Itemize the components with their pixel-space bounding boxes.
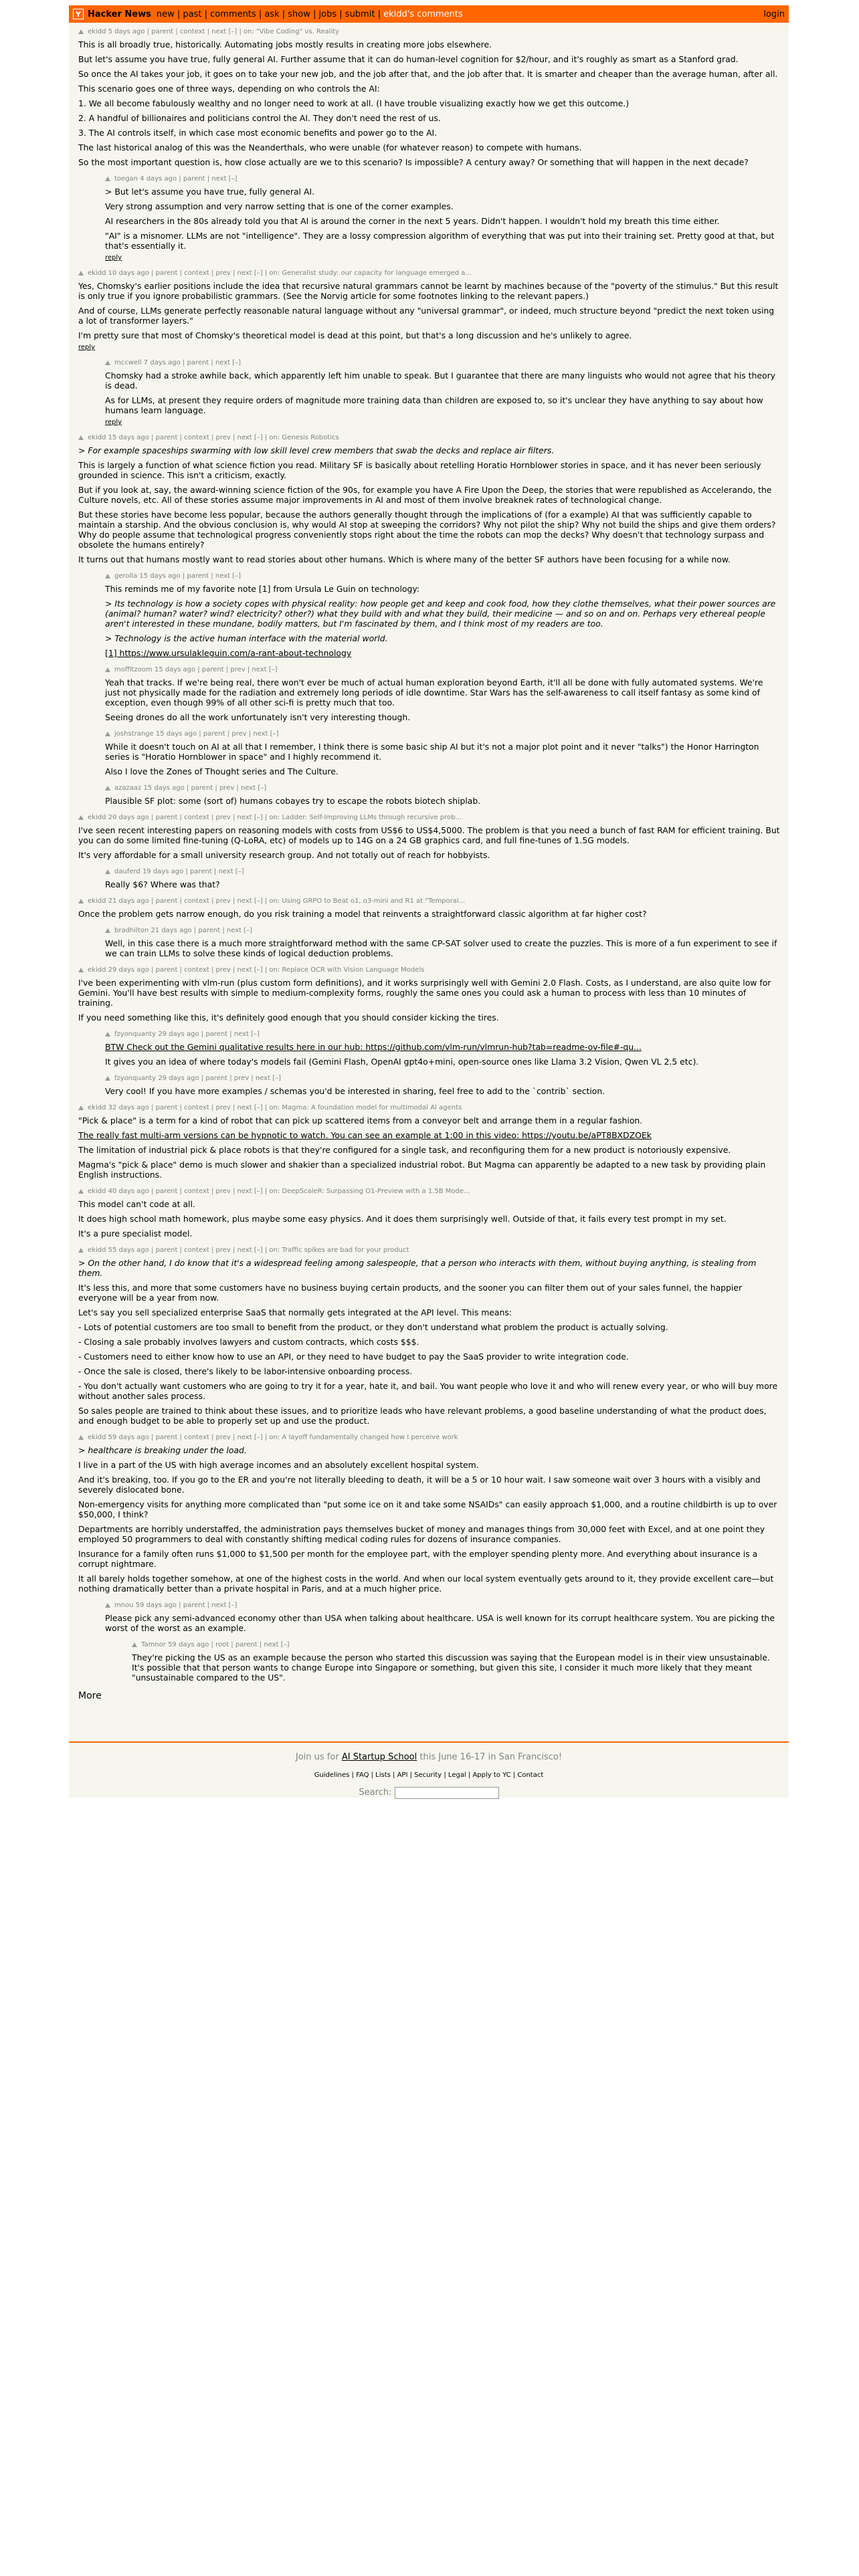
comment-header — [78, 966, 781, 974]
footer — [69, 1741, 789, 1799]
comment-paragraph: It turns out that humans mostly want to read stories about other humans. Which is where many of the better SF authors have been focusing for a while now. — [78, 554, 731, 564]
search-box — [69, 1787, 789, 1799]
comment-paragraph: Plausible SF plot: some (sort of) humans cobayes try to escape the robots biotech shiplab. — [105, 796, 481, 806]
upvote-arrow-icon[interactable] — [105, 667, 110, 672]
comment-paragraph: The limitation of industrial pick & place robots is that they're configured for a single task, and reconfiguring them for a new product is notoriously expensive. — [78, 1145, 731, 1155]
nav-links: new | past | comments | ask | show | jobs | submit | ekidd's comments — [156, 9, 463, 19]
comment-header — [78, 270, 781, 277]
comment — [105, 359, 781, 426]
upvote-arrow-icon[interactable] — [105, 1032, 110, 1037]
comment-meta[interactable]: ekidd 59 days ago | parent | context | prev | next [–] | on: A layoff fundamentally changed how I perceive work — [88, 1434, 458, 1441]
comment-paragraph: 1. We all become fabulously wealthy and no longer need to work at all. (I have trouble visualizing exactly how we get this outcome.) — [78, 98, 630, 108]
comment — [78, 1104, 781, 1180]
upvote-arrow-icon[interactable] — [78, 29, 84, 34]
upvote-arrow-icon[interactable] — [78, 968, 84, 972]
comment-paragraph: Really $6? Where was that? — [105, 879, 220, 889]
comment-text — [105, 938, 781, 958]
nav-show[interactable]: show — [288, 9, 310, 19]
comment-paragraph: - You don't actually want customers who are going to try it for a year, hate it, and bail. You want people who love it and who will renew every year, or who will buy more without another sales process. — [78, 1381, 778, 1401]
comment-meta[interactable]: gerolla 15 days ago | parent | next [–] — [114, 572, 242, 580]
comment — [78, 814, 781, 860]
comment-paragraph: Very strong assumption and very narrow setting that is one of the corner examples. — [105, 201, 454, 211]
comment — [105, 1031, 781, 1067]
comment-text — [105, 796, 781, 806]
upvote-arrow-icon[interactable] — [105, 732, 110, 736]
upvote-arrow-icon[interactable] — [78, 1105, 84, 1110]
comment-paragraph: > On the other hand, I do know that it's a widespread feeling among salespeople, that a person who interacts with them, without buying anything, is stealing from them. — [78, 1258, 757, 1278]
comment — [105, 730, 781, 776]
comment-text — [105, 187, 781, 251]
comment — [105, 784, 781, 806]
search-label: Search: — [359, 1788, 392, 1798]
comment-paragraph: - Customers need to either know how to use an API, or they need to have budget to pay the SaaS provider to write integration code. — [78, 1352, 629, 1362]
upvote-arrow-icon[interactable] — [78, 1248, 84, 1253]
comment-paragraph: The really fast multi-arm versions can be hypnotic to watch. You can see an example at 1:00 in this video: https://youtu.be/aPT8BXDZOEk — [78, 1130, 652, 1140]
upvote-arrow-icon[interactable] — [105, 1603, 110, 1608]
comment — [105, 175, 781, 261]
comment — [105, 868, 781, 889]
comment-meta[interactable]: ekidd 10 days ago | parent | context | prev | next [–] | on: Generalist study: our capacity for language emerged a... — [88, 270, 472, 277]
comment-paragraph: 3. The AI controls itself, in which case most economic benefits and power go to the AI. — [78, 128, 438, 138]
y-logo-icon[interactable]: Y — [73, 9, 84, 19]
reply-link[interactable]: reply — [78, 344, 96, 351]
comment-paragraph: - Once the sale is closed, there's likely to be labor-intensive onboarding process. — [78, 1366, 413, 1376]
comment-text — [78, 1445, 781, 1594]
upvote-arrow-icon[interactable] — [105, 869, 110, 874]
upvote-arrow-icon[interactable] — [78, 271, 84, 276]
comment-paragraph: > For example spaceships swarming with low skill level crew members that swab the decks and replace air filters. — [78, 445, 555, 455]
comment-paragraph: > healthcare is breaking under the load. — [78, 1445, 247, 1455]
comment-text — [78, 1199, 781, 1239]
comment-text — [105, 742, 781, 776]
comment-meta[interactable]: dauferd 19 days ago | parent | next [–] — [114, 868, 244, 875]
comment-meta[interactable]: joshstrange 15 days ago | parent | prev | next [–] — [114, 730, 279, 738]
comment-paragraph: Once the problem gets narrow enough, do you risk training a model that reinvents a straightforward classic algorithm at far higher cost? — [78, 909, 647, 919]
comment-header — [105, 359, 781, 366]
upvote-arrow-icon[interactable] — [105, 360, 110, 365]
comment-meta[interactable]: ekidd 20 days ago | parent | context | prev | next [–] | on: Ladder: Self-Improving LLMs through recursive prob... — [88, 814, 462, 821]
comment-text — [105, 1042, 781, 1067]
comment-paragraph: As for LLMs, at present they require orders of magnitude more training data than children are exposed to, so it's unclear they have anything to say about how humans learn language. — [105, 395, 763, 415]
comment — [78, 897, 781, 919]
comment-paragraph: But let's assume you have true, fully general AI. Further assume that it can do human-level cognition for $2/hour, and it's roughly as smart as a Stanford grad. — [78, 54, 739, 64]
comment-header — [78, 434, 781, 441]
comment-meta[interactable]: Tamnor 59 days ago | root | parent | next [–] — [141, 1641, 290, 1648]
comment-meta[interactable]: moffitzoom 15 days ago | parent | prev | next [–] — [114, 666, 278, 673]
comment-paragraph: This scenario goes one of three ways, depending on who controls the AI: — [78, 84, 380, 94]
comment-header — [78, 814, 781, 821]
comment-meta[interactable]: mccwell 7 days ago | parent | next [–] — [114, 359, 242, 366]
comment-paragraph: Chomsky had a stroke awhile back, which apparently left him unable to speak. But I guarantee that there are many linguists who would not agree that his theory is dead. — [105, 370, 775, 391]
comment-paragraph: Departments are horribly understaffed, the administration pays themselves bucket of money and manages things from 30,000 feet with Excel, and at one point they employed 50 programmers to deal with constantly shifting medical coding rules for dozens of insurance companies. — [78, 1524, 765, 1544]
comment-paragraph: This is largely a function of what science fiction you read. Military SF is basically about retelling Horatio Hornblower stories in space, and it has never been seriously grounded in science. This isn't a criticism, exactly. — [78, 460, 761, 480]
comment-header — [78, 1247, 781, 1254]
comment — [78, 434, 781, 564]
comment-text — [105, 677, 781, 722]
comment-paragraph: Yeah that tracks. If we're being real, there won't ever be much of actual human exploration beyond Earth, it'll all be done with fully automated systems. We're just not physically made for the radiation and extremely long periods of idle downtime. Star Wars has the self-awareness to call itself fantasy as some kind of exception, even though 99% of all other sci-fi is pretty much that too. — [105, 677, 763, 708]
comment — [78, 28, 781, 167]
comment-meta[interactable]: azazaaz 15 days ago | parent | prev | next [–] — [114, 784, 267, 792]
comment-meta[interactable]: ekidd 21 days ago | parent | context | prev | next [–] | on: Using GRPO to Beat o1, o3-mini and R1 at "Temporal... — [88, 897, 466, 905]
comment-meta[interactable]: bradhilton 21 days ago | parent | next [–] — [114, 927, 253, 934]
comment-paragraph: The last historical analog of this was the Neanderthals, who were unable (for whatever reason) to compete with humans. — [78, 142, 582, 152]
comment-header — [105, 927, 781, 934]
comment-header — [78, 1434, 781, 1441]
top-bar — [69, 5, 789, 23]
upvote-arrow-icon[interactable] — [78, 815, 84, 820]
comment-paragraph: They're picking the US as an example because the person who started this discussion was saying that the European model is in their view unsustainable. It's possible that that person wants to change Europe into Singapore or something, but given this site, I consider it much more likely that they meant "unsustainable compared to the US". — [132, 1652, 770, 1683]
more-link[interactable]: More — [78, 1691, 102, 1701]
comment-paragraph: I'm pretty sure that most of Chomsky's theoretical model is dead at this point, but that's a long discussion and he's unlikely to agree. — [78, 330, 632, 340]
comment-paragraph: [1] https://www.ursulakleguin.com/a-rant-about-technology — [105, 648, 352, 658]
comment-paragraph: Well, in this case there is a much more straightforward method with the same CP-SAT solver used to create the puzzles. This is more of a fun experiment to see if we can train LLMs to solve these kinds of logical deduction problems. — [105, 938, 777, 958]
comment-paragraph: It's a pure specialist model. — [78, 1228, 193, 1239]
comment-header — [105, 572, 781, 580]
comment-text — [78, 1115, 781, 1180]
comment-meta[interactable]: toegan 4 days ago | parent | next [–] — [114, 175, 237, 183]
yc-text-pre: Join us for — [295, 1752, 339, 1762]
comment-header — [78, 1104, 781, 1111]
upvote-arrow-icon[interactable] — [78, 1189, 84, 1194]
footer-links[interactable]: Guidelines | FAQ | Lists | API | Security | Legal | Apply to YC | Contact — [314, 1772, 544, 1779]
comment-header — [105, 868, 781, 875]
comment — [105, 927, 781, 958]
comment-meta[interactable]: ekidd 29 days ago | parent | context | prev | next [–] | on: Replace OCR with Vision Language Models — [88, 966, 425, 974]
comment-header — [78, 897, 781, 905]
comment-paragraph: "AI" is a misnomer. LLMs are not "intelligence". They are a lossy compression algorithm of everything that was put into their training set. Pretty good at that, but that's essentially it. — [105, 231, 775, 251]
comment-text — [78, 1258, 781, 1426]
comment-paragraph: Also I love the Zones of Thought series and The Culture. — [105, 766, 339, 776]
comment-paragraph: > Its technology is how a society copes with physical reality: how people get and keep and cook food, how they clothe themselves, what their power sources are (animal? human? water? wind? electricity? other?) what they build with and what they build, their medicine — and so on and on. Perhaps very ethereal people aren't interested in these mundane, bodily matters, but I'm fascinated by them, and I think most of my readers are too. — [105, 599, 776, 629]
login-link[interactable]: login — [763, 9, 785, 19]
comment-paragraph: While it doesn't touch on AI at all that I remember, I think there is some basic ship AI but it's not a major plot point and it never "talks") the Honor Harrington series is "Horatio Hornblower in space" and I highly recommend it. — [105, 742, 759, 762]
upvote-arrow-icon[interactable] — [105, 574, 110, 578]
search-input[interactable] — [395, 1787, 499, 1799]
comment-paragraph: BTW Check out the Gemini qualitative results here in our hub: https://github.com/vlm-run/vlmrun-hub?tab=readme-ov-file#-qu... — [105, 1042, 642, 1052]
comment-paragraph: It gives you an idea of where today's models fail (Gemini Flash, OpenAI gpt4o+mini, open-source ones like Llama 3.2 Vision, Qwen VL 2.5 etc). — [105, 1057, 699, 1067]
comment-paragraph: This model can't code at all. — [78, 1199, 195, 1209]
comment-text — [78, 281, 781, 340]
comment-paragraph: It all barely holds together somehow, at one of the highest costs in the world. And when our local system eventually gets around to it, they provide excellent care—but nothing dramatically better than a private hospital in Paris, and at a much higher price. — [78, 1574, 774, 1594]
nav-ask[interactable]: ask — [264, 9, 280, 19]
comment-paragraph: It does high school math homework, plus maybe some easy physics. And it does them surprisingly well. Outside of that, it fails every test prompt in my set. — [78, 1214, 727, 1224]
comment-list — [69, 23, 789, 1683]
comment-paragraph: Very cool! If you have more examples / schemas you'd be interested in sharing, feel free to add to the `contrib` section. — [105, 1086, 605, 1096]
comment-meta[interactable]: mnou 59 days ago | parent | next [–] — [114, 1602, 237, 1609]
comment-paragraph: "Pick & place" is a term for a kind of robot that can pick up scattered items from a conveyor belt and arrange them in a regular fashion. — [78, 1115, 643, 1125]
comment-header — [105, 730, 781, 738]
comment-paragraph: And it's breaking, too. If you go to the ER and you're not literally bleeding to death, it will be a 5 or 10 hour wait. I saw someone wait over 3 hours with a visibly and severely dislocated bone. — [78, 1475, 761, 1495]
comment-meta[interactable]: fzyonquanty 29 days ago | parent | prev | next [–] — [114, 1075, 281, 1082]
upvote-arrow-icon[interactable] — [78, 435, 84, 440]
comment-paragraph: Seeing drones do all the work unfortunately isn't very interesting though. — [105, 712, 411, 722]
comment — [78, 1188, 781, 1239]
comment-paragraph: This reminds me of my favorite note [1] from Ursula Le Guin on technology: — [105, 584, 419, 594]
comment-paragraph: I've seen recent interesting papers on reasoning models with costs from US$6 to US$4,5000. The problem is that you need a bunch of fast RAM for efficient training. But you can do some limited fine-tuning (Q-LoRA, etc) of models up to 14G on a 24 GB graphics card, and full fine-tunes of 1.5G models. — [78, 825, 780, 845]
comment-header — [105, 1602, 781, 1609]
nav-new[interactable]: new — [156, 9, 175, 19]
comment-text — [105, 584, 781, 658]
comment-text — [78, 909, 781, 919]
comment-paragraph: Magma's "pick & place" demo is much slower and shakier than a specialized industrial robot. But Magma can apparently be adapted to a new task by providing plain English instructions. — [78, 1160, 766, 1180]
comment-paragraph: AI researchers in the 80s already told you that AI is around the corner in the next 5 years. Didn't happen. I wouldn't hold my breath this time either. — [105, 216, 720, 226]
reply-link[interactable]: reply — [105, 254, 122, 261]
comment-text — [78, 825, 781, 860]
reply-link[interactable]: reply — [105, 419, 122, 426]
hn-page — [69, 5, 789, 1798]
comment-meta[interactable]: ekidd 40 days ago | parent | context | prev | next [–] | on: DeepScaleR: Surpassing O1-Preview with a 1.5B Mode... — [88, 1188, 470, 1195]
upvote-arrow-icon[interactable] — [105, 177, 110, 181]
comment-paragraph: > Technology is the active human interface with the material world. — [105, 633, 388, 643]
comment-paragraph: Please pick any semi-advanced economy other than USA when talking about healthcare. USA is well known for its corrupt healthcare system. You are picking the worst of the worst as an example. — [105, 1613, 775, 1633]
comment — [78, 966, 781, 1023]
comment — [78, 270, 781, 351]
comment-paragraph: I've been experimenting with vlm-run (plus custom form definitions), and it works surprisingly well with Gemini 2.0 Flash. Costs, as I understand, are also quite low for Gemini. You'll have best results with simple to medium-complexity forms, roughly the same ones you could ask a human to process with less than 10 minutes of training. — [78, 978, 771, 1008]
comment-meta[interactable]: ekidd 55 days ago | parent | context | prev | next [–] | on: Traffic spikes are bad for your product — [88, 1247, 409, 1254]
upvote-arrow-icon[interactable] — [105, 786, 110, 790]
upvote-arrow-icon[interactable] — [78, 899, 84, 903]
site-name[interactable]: Hacker News — [88, 9, 151, 19]
comment-paragraph: But these stories have become less popular, because the authors generally thought through the implications of (for a example) AI that was sufficiently capable to maintain a starship. And the obvious conclusion is, why would AI stop at sweeping the corridors? Why not pilot the ship? Why not build the ships and give them orders? Why do people assume that technological progress conveniently stops right about the time the robots can mop the decks? Why doesn't that technology surpass and obsolete the humans entirely? — [78, 510, 776, 550]
comment-header — [78, 28, 781, 35]
nav-jobs[interactable]: jobs — [318, 9, 337, 19]
comment-text — [132, 1652, 781, 1683]
comment — [105, 572, 781, 658]
comment-paragraph: So once the AI takes your job, it goes on to take your new job, and the job after that, and the job after that. It is smarter and cheaper than the average human, after all. — [78, 69, 778, 79]
comment-header — [105, 1075, 781, 1082]
comment-paragraph: It's very affordable for a small university research group. And not totally out of reach for hobbyists. — [78, 850, 490, 860]
yc-link[interactable]: AI Startup School — [341, 1752, 417, 1762]
comment-paragraph: I live in a part of the US with high average incomes and an absolutely excellent hospital system. — [78, 1460, 479, 1470]
comment-text — [78, 978, 781, 1023]
comment-text — [105, 370, 781, 415]
comment-paragraph: If you need something like this, it's definitely good enough that you should consider kicking the tires. — [78, 1012, 499, 1023]
comment-meta[interactable]: fzyonquanty 29 days ago | parent | next [–] — [114, 1031, 260, 1038]
comment-header — [105, 175, 781, 183]
comment-meta[interactable]: ekidd 5 days ago | parent | context | next [–] | on: "Vibe Coding" vs. Reality — [88, 28, 340, 35]
upvote-arrow-icon[interactable] — [105, 1076, 110, 1081]
comment-paragraph: Yes, Chomsky's earlier positions include the idea that recursive natural grammars cannot be learnt by machines because of the "poverty of the stimulus." But this result is only true if you ignore probabilistic grammars. (See the Norvig article for some footnotes linking to the relevant papers.) — [78, 281, 779, 301]
comment — [132, 1641, 781, 1683]
nav-comments[interactable]: comments — [210, 9, 256, 19]
comment — [78, 1434, 781, 1594]
upvote-arrow-icon[interactable] — [105, 928, 110, 933]
nav-submit[interactable]: submit — [345, 9, 375, 19]
comment-paragraph: 2. A handful of billionaires and politicians control the AI. They don't need the rest of us. — [78, 113, 441, 123]
comment-meta[interactable]: ekidd 15 days ago | parent | context | prev | next [–] | on: Genesis Robotics — [88, 434, 339, 441]
comment-paragraph: It's less this, and more that some customers have no business buying certain products, and the sooner you can filter them out of your sales funnel, the happier everyone will be a year from now. — [78, 1283, 743, 1303]
nav-past[interactable]: past — [183, 9, 202, 19]
comment — [105, 666, 781, 722]
comment-paragraph: - Lots of potential customers are too small to benefit from the product, or they don't understand what problem the product is actually solving. — [78, 1322, 668, 1332]
comment-header — [105, 1031, 781, 1038]
comment-header — [105, 666, 781, 673]
comment — [78, 1247, 781, 1426]
comment-paragraph: But if you look at, say, the award-winning science fiction of the 90s, for example you have A Fire Upon the Deep, the stories that were republished as Accelerando, the Culture novels, etc. All of these stories assume major improvements in AI and most of them involve breaknek rates of technological change. — [78, 485, 772, 505]
comment-paragraph: So the most important question is, how close actually are we to this scenario? Is impossible? A century away? Or something that will happen in the next decade? — [78, 157, 749, 167]
comment-paragraph: Insurance for a family often runs $1,000 to $1,500 per month for the employee part, with the employer spending plenty more. And everything about insurance is a corrupt nightmare. — [78, 1549, 758, 1569]
nav-active-page: ekidd's comments — [383, 9, 463, 19]
comment-text — [78, 445, 781, 564]
comment-paragraph: And of course, LLMs generate perfectly reasonable natural language without any "universal grammar", or indeed, much structure beyond "predict the next token using a lot of transformer layers." — [78, 306, 775, 326]
comment-paragraph: This is all broadly true, historically. Automating jobs mostly results in creating more jobs elsewhere. — [78, 39, 492, 49]
comment-header — [132, 1641, 781, 1648]
comment-text — [105, 879, 781, 889]
comment-paragraph: So sales people are trained to think about these issues, and to prioritize leads who have relevant problems, a good baseline understanding of what the product does, and enough budget to be able to properly set up and use the product. — [78, 1406, 767, 1426]
comment-text — [105, 1086, 781, 1096]
comment-paragraph: Let's say you sell specialized enterprise SaaS that normally gets integrated at the API level. This means: — [78, 1307, 512, 1317]
comment — [105, 1602, 781, 1633]
yc-text-post: this June 16-17 in San Francisco! — [419, 1752, 563, 1762]
comment-header — [78, 1188, 781, 1195]
upvote-arrow-icon[interactable] — [132, 1642, 137, 1647]
comment-paragraph: > But let's assume you have true, fully general AI. — [105, 187, 315, 197]
comment — [105, 1075, 781, 1096]
comment-paragraph: - Closing a sale probably involves lawyers and custom contracts, which costs $$$. — [78, 1337, 419, 1347]
upvote-arrow-icon[interactable] — [78, 1435, 84, 1440]
comment-text — [105, 1613, 781, 1633]
comment-meta[interactable]: ekidd 32 days ago | parent | context | prev | next [–] | on: Magma: A foundation model for multimodal AI agents — [88, 1104, 462, 1111]
comment-paragraph: Non-emergency visits for anything more complicated than "put some ice on it and take some NSAIDs" can easily approach $1,000, and a routine childbirth is up to over $50,000, I think? — [78, 1499, 777, 1519]
yc-banner — [69, 1752, 789, 1762]
comment-header — [105, 784, 781, 792]
comment-text — [78, 39, 781, 167]
